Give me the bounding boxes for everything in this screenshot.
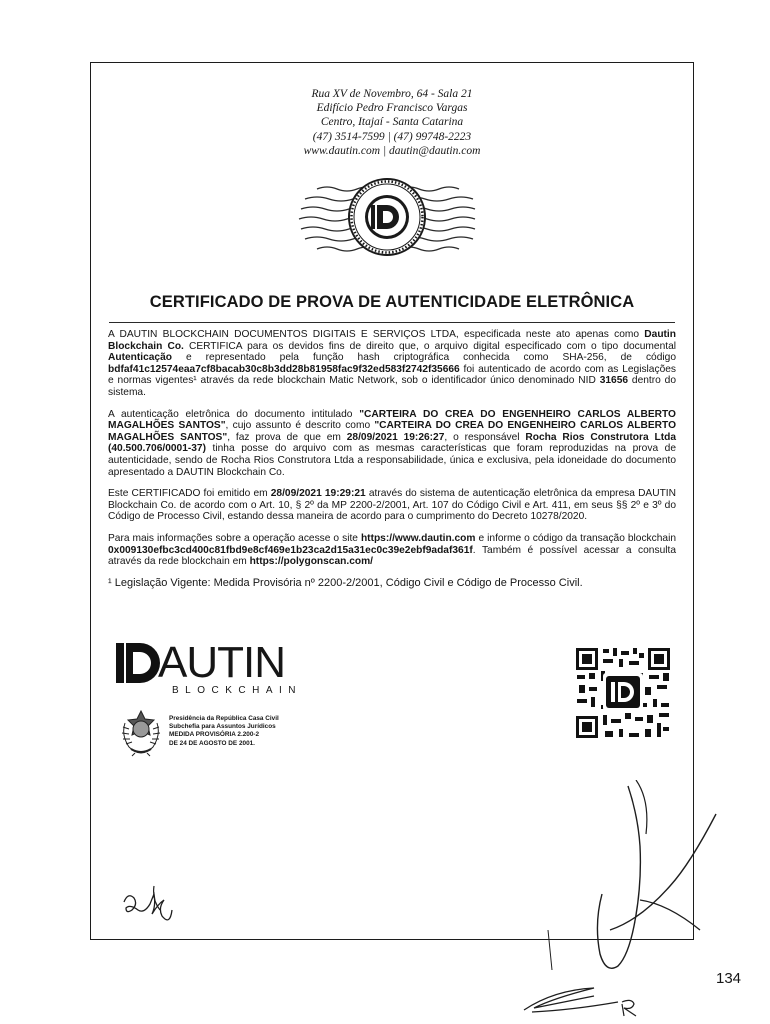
legal-reference bbox=[119, 709, 279, 757]
republic-line-4: DE 24 DE AGOSTO DE 2001. bbox=[169, 739, 255, 747]
address-web-email: www.dautin.com | dautin@dautin.com bbox=[303, 144, 481, 157]
page-number: 134 bbox=[716, 970, 742, 987]
company-address bbox=[91, 87, 693, 158]
transaction-hash: 0x009130efbc3cd400c81fbd9e8cf469e1b23ca2d15a31ec0c39e2ebf9adaf361f bbox=[108, 544, 473, 556]
logo-wordmark: AUTIN bbox=[158, 638, 285, 687]
republic-line-3: MEDIDA PROVISÓRIA 2.200-2 bbox=[169, 731, 260, 739]
title-divider bbox=[109, 322, 675, 323]
initials-signature-left bbox=[118, 878, 182, 934]
address-phones: (47) 3514-7599 | (47) 99748-2223 bbox=[312, 130, 472, 143]
signature-bottom bbox=[518, 982, 658, 1018]
brazil-coat-of-arms-icon bbox=[119, 709, 163, 757]
paragraph-issuance: Este CERTIFICADO foi emitido em 28/09/2021 19:29:21 através do sistema de autenticação eletrônica da empresa DAUTIN Blockchain Co. de acordo com o Art. 10, § 2º da MP 2200-2/2001, Art. 107 do Código Civil e Art. 411, em seus §§ 2º e 3º do Código de Processo Civil, estando dessa maneira de acordo para o cumprimento do Decreto 10278/2020. bbox=[108, 488, 676, 523]
dautin-d-mark-icon bbox=[116, 643, 162, 683]
footnote-legislation: ¹ Legislação Vigente: Medida Provisória nº 2200-2/2001, Código Civil e Código de Processo Civil. bbox=[108, 576, 583, 589]
republic-line-1: Presidência da República Casa Civil bbox=[169, 715, 279, 722]
paragraph-authentication: A autenticação eletrônica do documento intitulado "CARTEIRA DO CREA DO ENGENHEIRO CARLOS ALBERTO MAGALHÕES SANTOS", cujo assunto é descrito como "CARTEIRA DO CREA DO ENGENHEIRO CARLOS ALBERTO MAGALHÕES SANTOS", faz prova de que em 28/09/2021 19:26:27, o responsável Rocha Rios Construtora Ltda (40.500.706/0001-37) tinha posse do arquivo com as mesmas características que foram reproduzidas na prova de autenticidade, sendo de Rocha Rios Construtora Ltda a responsabilidade, única e exclusiva, pela idoneidade do documento apresentado a DAUTIN Blockchain Co. bbox=[108, 408, 676, 478]
address-building: Edifício Pedro Francisco Vargas bbox=[316, 102, 468, 115]
republic-line-2: Subchefia para Assuntos Jurídicos bbox=[169, 723, 276, 731]
polygonscan-link[interactable]: https://polygonscan.com/ bbox=[249, 556, 373, 568]
address-street: Rua XV de Novembro, 64 - Sala 21 bbox=[311, 88, 473, 100]
qr-code-icon[interactable] bbox=[575, 647, 671, 739]
dautin-logo bbox=[116, 638, 303, 696]
dautin-link[interactable]: https://www.dautin.com bbox=[360, 532, 476, 544]
paragraph-more-info: Para mais informações sobre a operação acesse o site https://www.dautin.com e informe o código da transação blockchain 0x009130efbc3cd400c81fbd9e8cf469e1b23ca2d15a31ec0c39e2ebf9adaf361f. Também é possível acessar a consulta através da rede blockchain em https://polygonscan.com/ bbox=[108, 532, 677, 568]
certificate-body bbox=[108, 329, 676, 599]
dautin-seal-icon bbox=[295, 175, 479, 259]
logo-subtitle: BLOCKCHAIN bbox=[172, 685, 303, 696]
certificate-title: CERTIFICADO DE PROVA DE AUTENTICIDADE ELETRÔNICA bbox=[149, 293, 635, 311]
address-city: Centro, Itajaí - Santa Catarina bbox=[320, 116, 464, 129]
paragraph-certification: A DAUTIN BLOCKCHAIN DOCUMENTOS DIGITAIS E SERVIÇOS LTDA, especificada neste ato apenas como Dautin Blockchain Co. CERTIFICA para os devidos fins de direito que, o arquivo digital especificado com o tipo documental Autenticação e representado pela função hash criptográfica conhecida como SHA-256, de código bdfaf41c12574eaa7cf8bacab30c8b3dd28b81958fac9f32ed583f2742f35666 foi autenticado de acordo com as Legislações e normas vigentes¹ através da rede blockchain Matic Network, sob o identificador único denominado NID 31656 dentro do sistema. bbox=[108, 329, 676, 398]
signature-right bbox=[540, 780, 730, 980]
